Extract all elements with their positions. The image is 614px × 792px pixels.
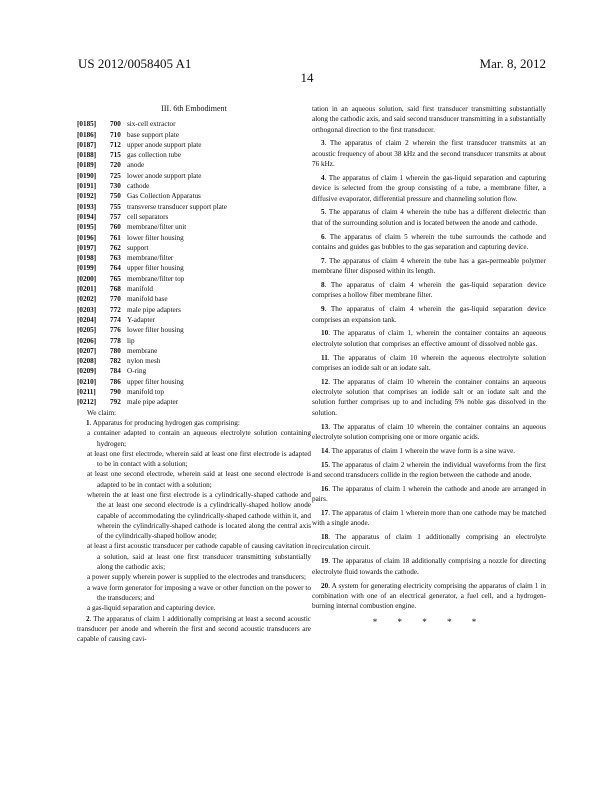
claim-number: 2 [86, 614, 90, 623]
claim-2-continuation: tation in an aqueous solution, said first transducer transmitting substantially along the cathodic axis, and said second transducer transmitting in a substantially orthogonal direction to the first transducer. [312, 105, 546, 134]
claim-18 [312, 532, 546, 553]
claim-11 [312, 353, 546, 374]
reference-row [77, 140, 311, 150]
claim-text: . The apparatus of claim 1, wherein the container contains an aqueous electrolyte solution that comprises an effective amount of dissolved noble gas. [312, 329, 546, 348]
reference-numeral: 784 [110, 367, 121, 376]
reference-numeral: 763 [110, 254, 121, 263]
claim-1-elements [77, 428, 311, 613]
claim-text: . The apparatus of claim 1 additionally comprising at least a second acoustic transducer per anode and wherein the first and second acoustic transducers are capable of causing cavi- [77, 614, 311, 644]
reference-numeral: 712 [110, 140, 121, 149]
claim-text: . The apparatus of claim 1 additionally comprising an electrolyte recirculation circuit. [312, 533, 546, 552]
claim-number: 10 [321, 329, 329, 338]
reference-numeral: 776 [110, 326, 121, 335]
paragraph-number: [0196] [77, 233, 97, 242]
reference-label: upper filter housing [127, 377, 184, 386]
reference-row [77, 336, 311, 346]
claim-number: 3 [321, 139, 325, 148]
claim-text: . The apparatus of claim 1 wherein the gas-liquid separation and capturing device is selected from the group consisting of a tube, a membrane filter, a diffusive evaporator, differential pressure and channeling solution flow. [312, 173, 546, 203]
publication-date: Mar. 8, 2012 [479, 56, 546, 71]
reference-row [77, 397, 311, 407]
reference-numeral: 774 [110, 315, 121, 324]
claim-number: 17 [321, 509, 329, 517]
claim-number: 8 [321, 281, 325, 290]
reference-numeral: 790 [110, 388, 121, 397]
reference-label: base support plate [127, 130, 179, 139]
claim-text: . The apparatus of claim 10 wherein the container contains an aqueous electrolyte solution comprising one or more organic acids. [312, 422, 546, 441]
reference-label: cathode [127, 182, 150, 191]
paragraph-number: [0189] [77, 161, 97, 170]
right-column [312, 104, 546, 628]
end-mark: * * * * * [372, 617, 486, 628]
claim-16 [312, 484, 546, 505]
paragraph-number: [0200] [77, 274, 97, 283]
reference-label: membrane [127, 346, 158, 355]
claim-text: . The apparatus of claim 1 wherein the cathode and anode are arranged in pairs. [312, 484, 546, 504]
claim-13 [312, 422, 546, 443]
reference-row [77, 191, 311, 201]
claim-14 [312, 446, 546, 456]
claim-text: . The apparatus of claim 10 wherein the aqueous electrolyte solution comprises an iodide salt or an iodate salt. [312, 353, 546, 372]
claim-text: . The apparatus of claim 1 wherein more than one cathode may be matched with a single anode. [312, 509, 546, 528]
claim-3 [312, 138, 546, 169]
claim-5 [312, 207, 546, 228]
claim-number: 19 [321, 557, 329, 566]
claim-number: 11 [321, 353, 328, 362]
claim-19 [312, 556, 546, 577]
claim-text: . The apparatus of claim 2 wherein the first transducer transmits at an acoustic frequency of about 38 kHz and the second transducer transmits at about 76 kHz. [312, 139, 546, 169]
reference-label: male pipe adapter [127, 398, 179, 407]
paragraph-number: [0193] [77, 202, 97, 211]
claim-text: . The apparatus of claim 10 wherein the container contains an aqueous electrolyte solution that comprises an iodide salt or an iodate salt and the solution further comprises up to and including 5% noble gas dissolved in the solution. [312, 377, 546, 417]
claim-text: . The apparatus of claim 4 wherein the tube has a gas-permeable polymer membrane filter disposed within its length. [312, 256, 546, 276]
claim-4 [312, 173, 546, 204]
reference-row [77, 243, 311, 253]
claim-text: . The apparatus of claim 4 wherein the gas-liquid separation device comprises an expansion tank. [312, 305, 546, 324]
reference-row [77, 233, 311, 243]
reference-label: lower filter housing [127, 326, 184, 335]
reference-label: lip [127, 336, 135, 345]
paragraph-number: [0188] [77, 151, 97, 160]
reference-row [77, 222, 311, 232]
reference-label: manifold base [127, 295, 168, 304]
reference-row [77, 212, 311, 222]
claim-text: . The apparatus of claim 5 wherein the tube surrounds the cathode and contains and guides gas bubbles to the gas separation and capturing device. [312, 232, 546, 251]
reference-label: Gas Collection Apparatus [127, 192, 201, 201]
claim-number: 18 [321, 533, 329, 542]
reference-numeral: 750 [110, 192, 121, 201]
reference-label: transverse transducer support plate [127, 202, 227, 211]
paragraph-number: [0205] [77, 326, 97, 335]
claim-text: . The apparatus of claim 4 wherein the tube has a different dielectric than that of the surrounding solution and is located between the anode and cathode. [312, 208, 546, 227]
reference-numeral: 780 [110, 346, 121, 355]
reference-label: manifold [127, 285, 153, 294]
reference-numeral: 710 [110, 130, 121, 139]
paragraph-number: [0210] [77, 377, 97, 386]
claim-text: . The apparatus of claim 18 additionally comprising a nozzle for directing electrolyte fluid towards the cathode. [312, 557, 546, 576]
reference-numeral: 700 [110, 120, 121, 129]
claim-9 [312, 304, 546, 325]
claim-8 [312, 280, 546, 301]
paragraph-number: [0212] [77, 398, 97, 407]
paragraph-number: [0206] [77, 336, 97, 345]
reference-label: anode [127, 161, 145, 170]
paragraph-number: [0202] [77, 295, 97, 304]
reference-numeral: 768 [110, 285, 121, 294]
reference-row [77, 171, 311, 181]
paragraph-number: [0207] [77, 346, 97, 355]
reference-label: cell separators [127, 212, 169, 221]
reference-numeral: 761 [110, 233, 121, 242]
reference-label: support [127, 243, 149, 252]
claim-17 [312, 508, 546, 529]
claims-list [312, 138, 546, 611]
paragraph-number: [0195] [77, 223, 97, 232]
claim-6 [312, 232, 546, 253]
claim-12 [312, 377, 546, 418]
claim-element: at least one first electrode, wherein said at least one first electrode is adapted to be in contact with a solution; [87, 449, 311, 469]
reference-numeral: 760 [110, 223, 121, 232]
reference-label: upper filter housing [127, 264, 184, 273]
reference-numeral: 786 [110, 377, 121, 386]
paragraph-number: [0192] [77, 192, 97, 201]
claim-text: . The apparatus of claim 4 wherein the gas-liquid separation device comprises a hollow fiber membrane filter. [312, 281, 546, 300]
reference-row [77, 325, 311, 335]
claim-number: 4 [321, 173, 325, 182]
we-claim: We claim: [87, 408, 117, 417]
claim-10 [312, 328, 546, 349]
reference-row [77, 263, 311, 273]
reference-label: membrane/filter [127, 254, 174, 263]
reference-row [77, 346, 311, 356]
claim-number: 7 [321, 256, 325, 265]
claim-element: a container adapted to contain an aqueous electrolyte solution containing hydrogen; [87, 429, 311, 448]
claim-number: 13 [321, 422, 329, 431]
paragraph-number: [0186] [77, 130, 97, 139]
reference-label: six-cell extractor [127, 120, 176, 129]
reference-row [77, 253, 311, 263]
reference-label: lower filter housing [127, 233, 184, 242]
claim-element: a power supply wherein power is supplied to the electrodes and transducers; [87, 573, 306, 582]
embodiment-heading: III. 6th Embodiment [161, 104, 227, 113]
reference-numeral: 757 [110, 212, 121, 221]
paragraph-number: [0201] [77, 285, 97, 294]
left-column [77, 104, 311, 644]
claim-number: 12 [321, 377, 329, 386]
reference-numeral: 772 [110, 305, 121, 314]
claim-element: a wave form generator for imposing a wave or other function on the power to the transducers; and [87, 583, 311, 602]
claim-7 [312, 256, 546, 277]
claim-text: . The apparatus of claim 1 wherein the wave form is a sine wave. [328, 446, 516, 455]
reference-label: Y-adapter [127, 315, 155, 324]
claim-element: at least one second electrode, wherein said at least one second electrode is adapted to be in contact with a solution; [87, 470, 311, 489]
paragraph-number: [0194] [77, 212, 97, 221]
page-number: 14 [300, 70, 314, 85]
reference-row [77, 315, 311, 325]
reference-label: membrane/filter unit [127, 223, 187, 232]
claim-text: . A system for generating electricity comprising the apparatus of claim 1 in combination with one of an electrical generator, a fuel cell, and a hydrogen-burning internal combustion engine. [312, 581, 546, 611]
reference-row [77, 181, 311, 191]
paragraph-number: [0190] [77, 171, 97, 180]
claim-15 [312, 460, 546, 481]
reference-numeral: 755 [110, 202, 121, 211]
reference-row [77, 294, 311, 304]
reference-numeral: 764 [110, 264, 121, 273]
claim-2 [77, 614, 311, 645]
claim-element: wherein the at least one first electrode is a cylindrically-shaped cathode and the at least one second electrode is a cylindrically-shaped hollow anode capable of accommodating the cylindrically-shaped cathode within it, and wherein the cylindrically-shaped cathode is located along the central axis of the cylindrically-shaped hollow anode; [87, 490, 311, 541]
paragraph-number: [0198] [77, 254, 97, 263]
claim-number: 20 [321, 581, 329, 590]
claim-20 [312, 581, 546, 612]
reference-label: male pipe adapters [127, 305, 181, 314]
reference-row [77, 387, 311, 397]
reference-numeral: 730 [110, 182, 121, 191]
reference-row [77, 150, 311, 160]
reference-numeral: 792 [110, 398, 121, 407]
reference-numeral: 778 [110, 336, 121, 345]
reference-numeral: 782 [110, 357, 121, 366]
paragraph-number: [0211] [77, 388, 96, 397]
claim-text: . Apparatus for producing hydrogen gas comprising: [89, 418, 240, 427]
reference-numeral: 720 [110, 161, 121, 170]
paragraph-number: [0203] [77, 305, 97, 314]
reference-row [77, 284, 311, 294]
reference-label: membrane/filter top [127, 274, 185, 283]
reference-numeral: 715 [110, 151, 121, 160]
reference-row [77, 274, 311, 284]
reference-numeral: 765 [110, 274, 121, 283]
paragraph-number: [0209] [77, 367, 97, 376]
reference-numeral: 770 [110, 295, 121, 304]
reference-label: O-ring [127, 367, 147, 376]
reference-label: manifold top [127, 388, 164, 397]
claim-element: at least a first acoustic transducer per cathode capable of causing cavitation in a solution, said at least one first transducer transmitting substantially along the cathodic axis; [87, 542, 311, 572]
claim-number: 14 [321, 446, 329, 455]
paragraph-number: [0191] [77, 182, 97, 191]
reference-row [77, 356, 311, 366]
paragraph-number: [0204] [77, 315, 97, 324]
reference-row [77, 160, 311, 170]
reference-row [77, 366, 311, 376]
reference-table [77, 119, 311, 407]
claim-element: a gas-liquid separation and capturing device. [87, 604, 216, 613]
paragraph-number: [0197] [77, 243, 97, 252]
reference-row [77, 305, 311, 315]
claim-number: 15 [321, 460, 329, 469]
reference-numeral: 725 [110, 171, 121, 180]
reference-row [77, 377, 311, 387]
claim-number: 9 [321, 305, 325, 314]
reference-label: nylon mesh [127, 357, 161, 366]
claim-number: 6 [321, 232, 325, 241]
paragraph-number: [0208] [77, 357, 97, 366]
claim-number: 5 [321, 208, 325, 217]
reference-row [77, 202, 311, 212]
paragraph-number: [0187] [77, 140, 97, 149]
claim-1 [77, 418, 311, 428]
reference-label: gas collection tube [127, 151, 181, 160]
claim-text: . The apparatus of claim 2 wherein the individual waveforms from the first and second transducers collide in the region between the cathode and anode. [312, 460, 546, 479]
reference-label: upper anode support plate [127, 140, 202, 149]
paragraph-number: [0185] [77, 120, 97, 129]
paragraph-number: [0199] [77, 264, 97, 273]
claim-number: 16 [321, 484, 329, 493]
reference-numeral: 762 [110, 243, 121, 252]
reference-row [77, 130, 311, 140]
claim-number: 1 [86, 418, 90, 427]
reference-row [77, 119, 311, 129]
reference-label: lower anode support plate [127, 171, 202, 180]
publication-number: US 2012/0058405 A1 [78, 56, 192, 71]
